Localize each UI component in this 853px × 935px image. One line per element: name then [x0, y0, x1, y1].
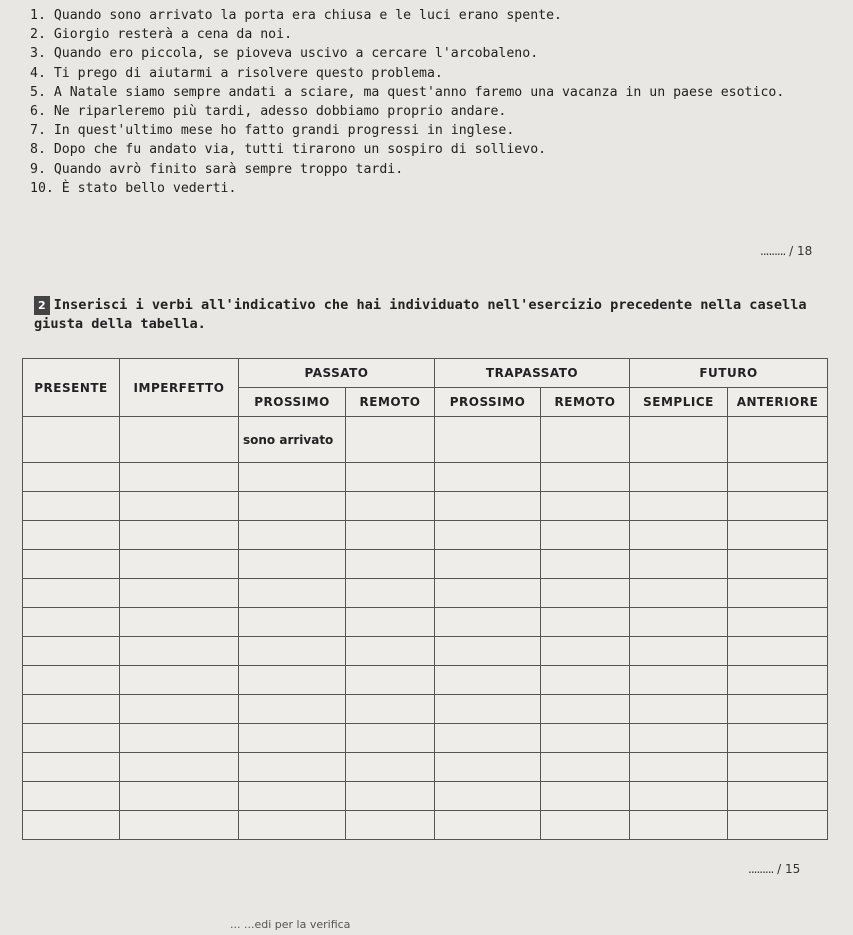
table-cell[interactable]: [728, 492, 828, 521]
table-cell[interactable]: [120, 492, 239, 521]
table-body-empty-rows: [23, 463, 828, 840]
table-row: [23, 695, 828, 724]
table-cell[interactable]: [120, 579, 239, 608]
table-cell[interactable]: [239, 695, 346, 724]
table-cell[interactable]: [435, 695, 541, 724]
sentence-8: 8. Dopo che fu andato via, tutti tirarono un sospiro di sollievo.: [30, 142, 547, 158]
sentence-3: 3. Quando ero piccola, se pioveva uscivo a cercare l'arcobaleno.: [30, 46, 539, 62]
table-cell[interactable]: [728, 637, 828, 666]
table-row: [23, 579, 828, 608]
table-cell[interactable]: [23, 782, 120, 811]
subheader-futuro-semplice: SEMPLICE: [630, 388, 728, 417]
table-cell[interactable]: [728, 579, 828, 608]
table-row: [23, 811, 828, 840]
table-cell[interactable]: [728, 463, 828, 492]
table-cell[interactable]: [346, 811, 435, 840]
table-cell[interactable]: [23, 579, 120, 608]
table-row: [23, 608, 828, 637]
table-cell[interactable]: [23, 637, 120, 666]
table-cell[interactable]: [239, 724, 346, 753]
table-cell[interactable]: [728, 811, 828, 840]
sentence-7: 7. In quest'ultimo mese ho fatto grandi progressi in inglese.: [30, 123, 515, 139]
table-cell[interactable]: [23, 666, 120, 695]
table-cell[interactable]: [120, 608, 239, 637]
table-cell[interactable]: [541, 579, 630, 608]
table-cell[interactable]: [120, 637, 239, 666]
table-cell[interactable]: [728, 782, 828, 811]
sentence-10: 10. È stato bello vederti.: [30, 180, 237, 196]
table-cell[interactable]: [23, 463, 120, 492]
table-row: [23, 637, 828, 666]
table-cell[interactable]: [541, 550, 630, 579]
table-cell[interactable]: [23, 521, 120, 550]
table-cell[interactable]: [120, 724, 239, 753]
header-imperfetto: IMPERFETTO: [120, 359, 239, 417]
table-cell[interactable]: [346, 695, 435, 724]
table-cell[interactable]: [239, 811, 346, 840]
table-cell[interactable]: [541, 811, 630, 840]
table-cell[interactable]: [120, 666, 239, 695]
table-cell[interactable]: [23, 550, 120, 579]
table-cell[interactable]: [435, 608, 541, 637]
table-row: [23, 724, 828, 753]
table-cell[interactable]: [435, 463, 541, 492]
table-cell[interactable]: [630, 695, 728, 724]
table-cell[interactable]: [541, 666, 630, 695]
subheader-futuro-anteriore: ANTERIORE: [728, 388, 828, 417]
table-cell[interactable]: [239, 753, 346, 782]
table-cell[interactable]: [630, 782, 728, 811]
table-cell[interactable]: [630, 463, 728, 492]
table-cell[interactable]: [728, 666, 828, 695]
table-row: [23, 666, 828, 695]
table-cell[interactable]: [630, 550, 728, 579]
header-passato: PASSATO: [239, 359, 435, 388]
table-cell[interactable]: [120, 417, 239, 463]
table-cell[interactable]: [346, 417, 435, 463]
table-cell[interactable]: [23, 417, 120, 463]
table-cell[interactable]: [239, 608, 346, 637]
table-cell[interactable]: [346, 637, 435, 666]
table-cell[interactable]: [728, 695, 828, 724]
table-cell[interactable]: [23, 811, 120, 840]
sentence-4: 4. Ti prego di aiutarmi a risolvere questo problema.: [30, 65, 443, 81]
table-cell[interactable]: [728, 417, 828, 463]
sentence-2: 2. Giorgio resterà a cena da noi.: [30, 27, 293, 43]
table-row: [23, 753, 828, 782]
table-cell[interactable]: [120, 753, 239, 782]
table-cell[interactable]: [120, 782, 239, 811]
table-cell[interactable]: [23, 724, 120, 753]
table-cell[interactable]: [120, 695, 239, 724]
table-cell[interactable]: [728, 521, 828, 550]
instruction-text: Inserisci i verbi all'indicativo che hai individuato nell'esercizio precedente nella casella giusta della tabella.: [34, 297, 807, 332]
table-cell[interactable]: [346, 608, 435, 637]
sentence-9: 9. Quando avrò finito sarà sempre troppo tardi.: [30, 161, 404, 177]
table-row: [23, 463, 828, 492]
exercise-number-badge: 2: [34, 296, 50, 315]
table-cell[interactable]: [541, 637, 630, 666]
table-cell[interactable]: [541, 608, 630, 637]
table-cell[interactable]: [435, 724, 541, 753]
table-cell[interactable]: [435, 811, 541, 840]
table-cell[interactable]: [541, 521, 630, 550]
table-cell[interactable]: [120, 521, 239, 550]
table-cell[interactable]: [346, 463, 435, 492]
score-exercise-2: [748, 862, 828, 876]
sentence-1: 1. Quando sono arrivato la porta era chiusa e le luci erano spente.: [30, 8, 562, 23]
table-cell[interactable]: [435, 782, 541, 811]
footer-text: ... ...edi per la verifica: [230, 918, 351, 931]
table-cell[interactable]: [239, 550, 346, 579]
table-cell[interactable]: [239, 637, 346, 666]
subheader-passato-remoto: REMOTO: [346, 388, 435, 417]
table-cell[interactable]: [630, 521, 728, 550]
table-cell[interactable]: [239, 521, 346, 550]
table-cell[interactable]: [630, 608, 728, 637]
header-trapassato: TRAPASSATO: [435, 359, 630, 388]
table-cell[interactable]: [728, 608, 828, 637]
table-cell[interactable]: [120, 811, 239, 840]
table-cell[interactable]: [630, 666, 728, 695]
table-cell[interactable]: [346, 521, 435, 550]
table-cell[interactable]: [435, 753, 541, 782]
table-cell[interactable]: [346, 782, 435, 811]
table-cell[interactable]: [541, 753, 630, 782]
subheader-trapassato-prossimo: PROSSIMO: [435, 388, 541, 417]
table-cell[interactable]: [630, 724, 728, 753]
score-blank: .........: [748, 862, 774, 876]
table-cell[interactable]: [630, 492, 728, 521]
table-cell[interactable]: [120, 463, 239, 492]
header-presente: PRESENTE: [23, 359, 120, 417]
table-cell[interactable]: [23, 695, 120, 724]
table-cell[interactable]: [239, 666, 346, 695]
score-total: / 18: [789, 244, 813, 258]
score-blank: .........: [760, 244, 786, 258]
table-row: [23, 521, 828, 550]
table-cell[interactable]: [630, 637, 728, 666]
table-cell[interactable]: [346, 666, 435, 695]
table-cell[interactable]: [23, 608, 120, 637]
table-cell[interactable]: [541, 492, 630, 521]
table-cell[interactable]: [239, 463, 346, 492]
subheader-passato-prossimo: PROSSIMO: [239, 388, 346, 417]
table-cell[interactable]: [728, 550, 828, 579]
verb-table: [22, 358, 828, 840]
exercise-2-instruction: [34, 296, 849, 334]
table-cell[interactable]: [435, 637, 541, 666]
table-cell[interactable]: [541, 695, 630, 724]
table-cell[interactable]: [346, 492, 435, 521]
table-row: [23, 782, 828, 811]
table-cell[interactable]: [541, 417, 630, 463]
table-cell[interactable]: [541, 463, 630, 492]
table-cell[interactable]: [23, 753, 120, 782]
score-exercise-1: [760, 244, 840, 258]
table-cell[interactable]: [239, 492, 346, 521]
table-cell[interactable]: [541, 724, 630, 753]
table-cell[interactable]: [239, 579, 346, 608]
table-cell[interactable]: [346, 550, 435, 579]
header-futuro: FUTURO: [630, 359, 828, 388]
table-cell[interactable]: [435, 666, 541, 695]
table-cell[interactable]: [630, 579, 728, 608]
table-cell[interactable]: [630, 753, 728, 782]
table-cell[interactable]: [346, 724, 435, 753]
sentence-6: 6. Ne riparleremo più tardi, adesso dobbiamo proprio andare.: [30, 104, 507, 120]
table-row: [23, 492, 828, 521]
table-cell[interactable]: [346, 753, 435, 782]
score-total: / 15: [777, 862, 801, 876]
table-cell[interactable]: [239, 782, 346, 811]
table-cell[interactable]: [435, 579, 541, 608]
table-cell[interactable]: [630, 417, 728, 463]
subheader-trapassato-remoto: REMOTO: [541, 388, 630, 417]
table-cell[interactable]: [120, 550, 239, 579]
table-cell[interactable]: [630, 811, 728, 840]
table-cell[interactable]: [435, 521, 541, 550]
sentence-list: [30, 6, 850, 198]
table-cell[interactable]: [435, 492, 541, 521]
table-cell[interactable]: [346, 579, 435, 608]
table-cell[interactable]: [728, 724, 828, 753]
table-cell-filled[interactable]: sono arrivato: [239, 417, 346, 463]
table-cell[interactable]: [541, 782, 630, 811]
table-cell[interactable]: [728, 753, 828, 782]
table-cell[interactable]: [435, 550, 541, 579]
table-cell[interactable]: [435, 417, 541, 463]
table-cell[interactable]: [23, 492, 120, 521]
table-row: [23, 550, 828, 579]
sentence-5: 5. A Natale siamo sempre andati a sciare, ma quest'anno faremo una vacanza in un paese esotico.: [30, 84, 785, 100]
